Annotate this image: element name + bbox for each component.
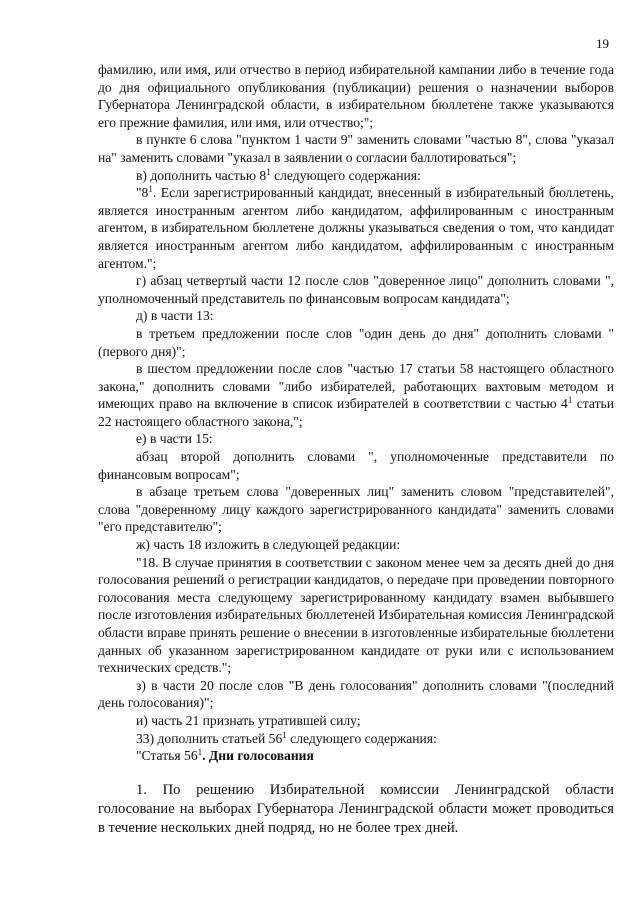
paragraph-item-g: г) абзац четвертый части 12 после слов "доверенное лицо" дополнить словами ", уполномоченный представитель по финансовым вопросам кандидата"; — [98, 273, 614, 306]
paragraph-item-d: д) в части 13: — [136, 308, 214, 324]
paragraph-item-e: е) в части 15: — [136, 431, 213, 447]
paragraph-part-18: "18. В случае принятия в соответствии с законом менее чем за десять дней до дня голосования решений о регистрации кандидатов, о передаче при проведении повторного голосования места следующему зарегистрированному кандидату взамен выбывшего после изготовления избирательных бюллетеней Избирательная комиссия Ленинградской области вправе принять решение о внесении в изготовленные избирательные бюллетени данных об указанном зарегистрированном кандидате от руки или с использованием технических средств."; — [98, 554, 614, 676]
superscript: 1 — [148, 184, 153, 195]
part-8-1-number: "8 — [136, 185, 149, 201]
article-heading-prefix: "Статья 56 — [136, 748, 198, 764]
article-part-1: 1. По решению Избирательной комиссии Ленинградской области голосование на выборах Губернатора Ленинградской области может проводиться в течение нескольких дней подряд, но не более трех дней. — [98, 781, 614, 836]
paragraph-item-d-1: в третьем предложении после слов "один день до дня" дополнить словами "(первого дня)"; — [98, 325, 614, 359]
item-33-tail: следующего содержания: — [286, 730, 437, 746]
superscript: 1 — [197, 747, 203, 758]
item-33-text: 33) дополнить статьей 56 — [136, 730, 283, 746]
item-d-2-tail: статьи 22 настоящего областного закона,"; — [98, 396, 614, 429]
paragraph-item-z: з) в части 20 после слов "В день голосования" дополнить словами "(последний день голосования)"; — [98, 677, 614, 711]
paragraph-item-d-2 — [98, 360, 614, 430]
part-8-1-text: . Если зарегистрированный кандидат, внесенный в избирательный бюллетень, является иностранным агентом либо кандидатом, аффилированным с иностранным агентом, в избирательном бюллетене должны указываться сведения о том, что кандидат является иностранным агентом либо кандидатом, аффилированным с иностранным агентом."; — [98, 185, 614, 271]
item-v-tail: следующего содержания: — [270, 167, 421, 183]
paragraph-item-33 — [98, 730, 614, 748]
superscript: 1 — [567, 395, 573, 406]
item-d-2-text: в шестом предложении после слов "частью 17 статьи 58 настоящего областного закона," дополнить словами "либо избирателей, работающих вахтовым методом и имеющих право на включение в список избирателей в соответствии с частью 4 — [98, 361, 614, 412]
item-v-text: в) дополнить частью 8 — [136, 167, 267, 183]
article-heading-title: . Дни голосования — [202, 748, 314, 764]
paragraph-item-b: в пункте 6 слова "пунктом 1 части 9" заменить словами "частью 8", слова "указал на" заменить словами "указал в заявлении о согласии баллотироваться"; — [98, 132, 614, 165]
paragraph-item-zh: ж) часть 18 изложить в следующей редакции: — [136, 537, 401, 553]
document-body — [98, 61, 614, 838]
paragraph-item-v — [98, 167, 614, 185]
article-heading — [98, 747, 614, 765]
page-number: 19 — [596, 36, 609, 51]
paragraph-continuation: фамилию, или имя, или отчество в период избирательной кампании либо в течение года до дня официального опубликования (публикации) решения о назначении выборов Губернатора Ленинградской области, в избирательном бюллетене также указываются его прежние фамилия, или имя, или отчество;"; — [98, 62, 614, 130]
paragraph-part-8-1 — [98, 184, 614, 272]
paragraph-item-i: и) часть 21 признать утратившей силу; — [136, 712, 361, 728]
superscript: 1 — [282, 729, 287, 740]
superscript: 1 — [266, 166, 271, 177]
paragraph-item-e-1: абзац второй дополнить словами ", уполномоченные представители по финансовым вопросам"; — [98, 449, 614, 482]
paragraph-item-e-2: в абзаце третьем слова "доверенных лиц" заменить словом "представителей", слова "доверенному лицу каждого зарегистрированного кандидата" заменить словами "его представителю"; — [98, 484, 614, 535]
